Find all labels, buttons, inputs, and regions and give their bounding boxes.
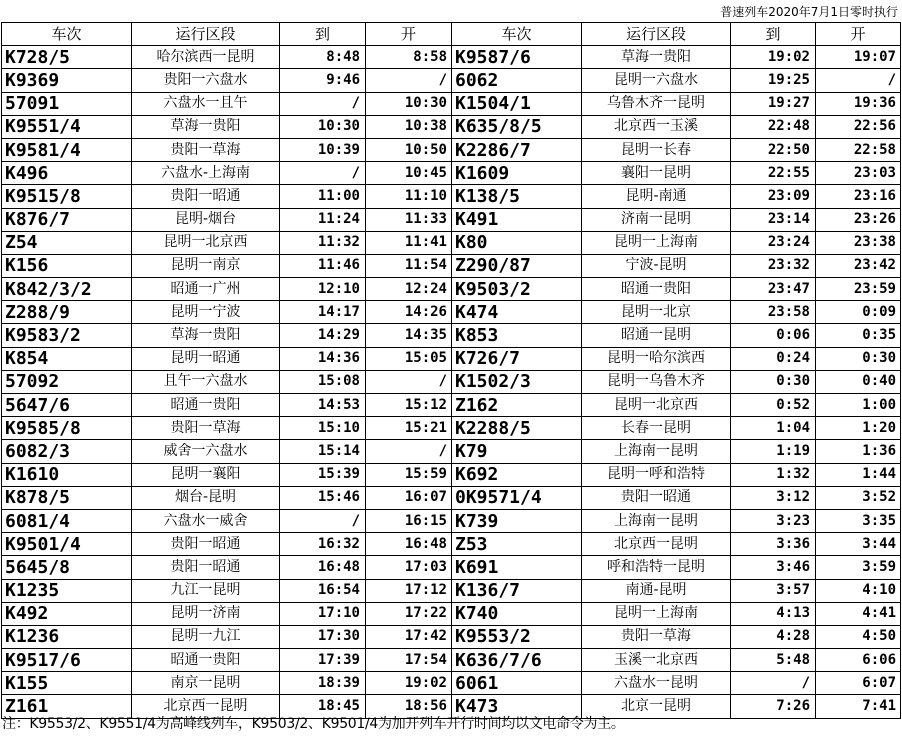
table-row (2, 301, 901, 324)
departure-time: 23:38 (816, 231, 901, 254)
footnote: 注：K9553/2、K9551/4为高峰线列车，K9503/2、K9501/4为加开列车开行时间均以文电命令为主。 (2, 716, 625, 732)
route-section: 上海南一昆明 (582, 440, 731, 463)
route-section: 南京一昆明 (132, 672, 280, 695)
arrival-time: 11:24 (280, 208, 366, 231)
train-number: 6061 (452, 672, 582, 695)
train-number: K740 (452, 602, 582, 625)
arrival-time: 14:36 (280, 347, 366, 370)
departure-time: 17:12 (366, 579, 452, 602)
header-row (2, 23, 901, 46)
table-row (2, 185, 901, 208)
arrival-time: 0:24 (731, 347, 816, 370)
departure-time: 23:26 (816, 208, 901, 231)
table-row (2, 486, 901, 509)
table-row (2, 115, 901, 138)
route-section: 南通-昆明 (582, 579, 731, 602)
route-section: 烟台-昆明 (132, 486, 280, 509)
departure-time: 0:35 (816, 324, 901, 347)
departure-time: 23:42 (816, 254, 901, 277)
train-number: K9587/6 (452, 46, 582, 69)
arrival-time: 22:55 (731, 162, 816, 185)
train-number: K156 (2, 254, 132, 277)
departure-time: 15:21 (366, 417, 452, 440)
arrival-time: 23:09 (731, 185, 816, 208)
route-section: 贵阳一昭通 (132, 185, 280, 208)
train-number: K2286/7 (452, 138, 582, 161)
departure-time: 4:41 (816, 602, 901, 625)
departure-time: 11:33 (366, 208, 452, 231)
arrival-time: 4:13 (731, 602, 816, 625)
table-row (2, 138, 901, 161)
departure-time: 19:07 (816, 46, 901, 69)
train-number: K9369 (2, 69, 132, 92)
departure-time: / (366, 440, 452, 463)
arrival-time: 23:24 (731, 231, 816, 254)
train-number: K1502/3 (452, 370, 582, 393)
train-number: 0K9571/4 (452, 486, 582, 509)
arrival-time: 3:12 (731, 486, 816, 509)
departure-time: 17:42 (366, 625, 452, 648)
table-row (2, 370, 901, 393)
arrival-time: 22:50 (731, 138, 816, 161)
arrival-time: 17:30 (280, 625, 366, 648)
route-section: 昆明一上海南 (582, 602, 731, 625)
departure-time: 1:44 (816, 463, 901, 486)
arrival-time: 15:10 (280, 417, 366, 440)
route-section: 贵阳一草海 (132, 138, 280, 161)
route-section: 草海一贵阳 (582, 46, 731, 69)
arrival-time: 11:46 (280, 254, 366, 277)
route-section: 哈尔滨西一昆明 (132, 46, 280, 69)
table-row (2, 69, 901, 92)
arrival-time: 16:54 (280, 579, 366, 602)
departure-time: 3:44 (816, 533, 901, 556)
arrival-time: 14:17 (280, 301, 366, 324)
departure-time: 7:41 (816, 695, 901, 718)
train-number: 6062 (452, 69, 582, 92)
departure-time: 6:07 (816, 672, 901, 695)
route-section: 昆明-南通 (582, 185, 731, 208)
arrival-time: 19:25 (731, 69, 816, 92)
route-section: 北京西一昆明 (132, 695, 280, 718)
arrival-time: 17:39 (280, 649, 366, 672)
arrival-time: 8:48 (280, 46, 366, 69)
timetable-body (2, 46, 901, 718)
train-number: K1610 (2, 463, 132, 486)
train-number: K80 (452, 231, 582, 254)
train-number: K854 (2, 347, 132, 370)
route-section: 贵阳一昭通 (132, 556, 280, 579)
header-arrive-left: 到 (280, 23, 366, 46)
arrival-time: / (280, 92, 366, 115)
arrival-time: 1:19 (731, 440, 816, 463)
departure-time: 3:35 (816, 509, 901, 532)
train-number: K739 (452, 509, 582, 532)
arrival-time: 23:32 (731, 254, 816, 277)
arrival-time: 10:39 (280, 138, 366, 161)
table-row (2, 347, 901, 370)
train-number: K473 (452, 695, 582, 718)
sheet-title: 普速列车2020年7月1日零时执行 (720, 5, 898, 19)
route-section: 昭通一广州 (132, 278, 280, 301)
arrival-time: 1:04 (731, 417, 816, 440)
arrival-time: 22:48 (731, 115, 816, 138)
route-section: 六盘水一昆明 (582, 672, 731, 695)
route-section: 贵阳一草海 (582, 625, 731, 648)
arrival-time: 0:30 (731, 370, 816, 393)
arrival-time: 16:32 (280, 533, 366, 556)
departure-time: 22:56 (816, 115, 901, 138)
route-section: 威舍一六盘水 (132, 440, 280, 463)
departure-time: 16:15 (366, 509, 452, 532)
train-number: 6081/4 (2, 509, 132, 532)
departure-time: / (816, 69, 901, 92)
arrival-time: 19:02 (731, 46, 816, 69)
arrival-time: 23:58 (731, 301, 816, 324)
route-section: 昭通一贵阳 (132, 394, 280, 417)
route-section: 贵阳一六盘水 (132, 69, 280, 92)
route-section: 六盘水一威舍 (132, 509, 280, 532)
train-number: 57092 (2, 370, 132, 393)
header-train-right: 车次 (452, 23, 582, 46)
train-number: K1235 (2, 579, 132, 602)
train-number: K1236 (2, 625, 132, 648)
train-number: K492 (2, 602, 132, 625)
arrival-time: 16:48 (280, 556, 366, 579)
arrival-time: / (280, 162, 366, 185)
arrival-time: 23:47 (731, 278, 816, 301)
arrival-time: 18:39 (280, 672, 366, 695)
departure-time: 1:20 (816, 417, 901, 440)
arrival-time: 18:45 (280, 695, 366, 718)
table-row (2, 208, 901, 231)
route-section: 草海一贵阳 (132, 324, 280, 347)
train-number: Z288/9 (2, 301, 132, 324)
train-number: K9553/2 (452, 625, 582, 648)
route-section: 贵阳一昭通 (582, 486, 731, 509)
table-row (2, 46, 901, 69)
route-section: 济南一昆明 (582, 208, 731, 231)
departure-time: 23:59 (816, 278, 901, 301)
route-section: 昆明一南京 (132, 254, 280, 277)
departure-time: 12:24 (366, 278, 452, 301)
route-section: 长春一昆明 (582, 417, 731, 440)
timetable-grid (1, 22, 901, 719)
train-number: K878/5 (2, 486, 132, 509)
departure-time: 10:30 (366, 92, 452, 115)
departure-time: 11:54 (366, 254, 452, 277)
route-section: 昭通一昆明 (582, 324, 731, 347)
arrival-time: 15:39 (280, 463, 366, 486)
departure-time: 16:07 (366, 486, 452, 509)
departure-time: 23:03 (816, 162, 901, 185)
route-section: 贵阳一草海 (132, 417, 280, 440)
departure-time: 19:02 (366, 672, 452, 695)
arrival-time: 15:46 (280, 486, 366, 509)
arrival-time: 11:32 (280, 231, 366, 254)
table-row (2, 440, 901, 463)
train-number: K474 (452, 301, 582, 324)
departure-time: 0:30 (816, 347, 901, 370)
table-row (2, 556, 901, 579)
train-number: K9501/4 (2, 533, 132, 556)
train-number: K692 (452, 463, 582, 486)
route-section: 乌鲁木齐一昆明 (582, 92, 731, 115)
route-section: 昆明一北京 (582, 301, 731, 324)
departure-time: 10:45 (366, 162, 452, 185)
header-route-left: 运行区段 (132, 23, 280, 46)
train-number: K9515/8 (2, 185, 132, 208)
table-row (2, 278, 901, 301)
table-row (2, 254, 901, 277)
train-number: K155 (2, 672, 132, 695)
arrival-time: 5:48 (731, 649, 816, 672)
train-number: K79 (452, 440, 582, 463)
route-section: 昆明一襄阳 (132, 463, 280, 486)
departure-time: 11:10 (366, 185, 452, 208)
route-section: 玉溪一北京西 (582, 649, 731, 672)
route-section: 昆明一哈尔滨西 (582, 347, 731, 370)
departure-time: 14:26 (366, 301, 452, 324)
route-section: 六盘水-上海南 (132, 162, 280, 185)
header-depart-right: 开 (816, 23, 901, 46)
arrival-time: 3:36 (731, 533, 816, 556)
route-section: 昆明一昭通 (132, 347, 280, 370)
departure-time: 10:50 (366, 138, 452, 161)
table-row (2, 625, 901, 648)
arrival-time: 10:30 (280, 115, 366, 138)
route-section: 昆明一北京西 (582, 394, 731, 417)
header-depart-left: 开 (366, 23, 452, 46)
departure-time: 14:35 (366, 324, 452, 347)
train-number: 6082/3 (2, 440, 132, 463)
train-number: K1609 (452, 162, 582, 185)
route-section: 贵阳一昭通 (132, 533, 280, 556)
train-number: K9503/2 (452, 278, 582, 301)
departure-time: 0:40 (816, 370, 901, 393)
arrival-time: 15:14 (280, 440, 366, 463)
route-section: 昆明一乌鲁木齐 (582, 370, 731, 393)
departure-time: 18:56 (366, 695, 452, 718)
route-section: 昆明一长春 (582, 138, 731, 161)
route-section: 襄阳一昆明 (582, 162, 731, 185)
departure-time: 15:59 (366, 463, 452, 486)
departure-time: 4:50 (816, 625, 901, 648)
departure-time: 23:16 (816, 185, 901, 208)
arrival-time: 14:29 (280, 324, 366, 347)
table-row (2, 602, 901, 625)
arrival-time: 4:28 (731, 625, 816, 648)
arrival-time: 11:00 (280, 185, 366, 208)
route-section: 北京西一昆明 (582, 533, 731, 556)
train-number: 57091 (2, 92, 132, 115)
route-section: 昆明一九江 (132, 625, 280, 648)
train-number: K635/8/5 (452, 115, 582, 138)
departure-time: 19:36 (816, 92, 901, 115)
route-section: 呼和浩特一昆明 (582, 556, 731, 579)
departure-time: 3:52 (816, 486, 901, 509)
route-section: 北京西一玉溪 (582, 115, 731, 138)
train-number: K853 (452, 324, 582, 347)
departure-time: 11:41 (366, 231, 452, 254)
departure-time: 17:54 (366, 649, 452, 672)
arrival-time: / (280, 509, 366, 532)
departure-time: 17:03 (366, 556, 452, 579)
arrival-time: 17:10 (280, 602, 366, 625)
arrival-time: 1:32 (731, 463, 816, 486)
route-section: 昆明一六盘水 (582, 69, 731, 92)
departure-time: / (366, 370, 452, 393)
arrival-time: / (731, 672, 816, 695)
train-number: K636/7/6 (452, 649, 582, 672)
table-row (2, 417, 901, 440)
departure-time: 3:59 (816, 556, 901, 579)
departure-time: / (366, 69, 452, 92)
arrival-time: 14:53 (280, 394, 366, 417)
route-section: 九江一昆明 (132, 579, 280, 602)
route-section: 昆明一上海南 (582, 231, 731, 254)
departure-time: 1:36 (816, 440, 901, 463)
train-number: K2288/5 (452, 417, 582, 440)
route-section: 昆明一济南 (132, 602, 280, 625)
train-number: K726/7 (452, 347, 582, 370)
arrival-time: 23:14 (731, 208, 816, 231)
table-row (2, 92, 901, 115)
train-number: Z54 (2, 231, 132, 254)
table-row (2, 463, 901, 486)
departure-time: 22:58 (816, 138, 901, 161)
train-number: K138/5 (452, 185, 582, 208)
train-number: K842/3/2 (2, 278, 132, 301)
table-row (2, 162, 901, 185)
departure-time: 16:48 (366, 533, 452, 556)
train-number: K9551/4 (2, 115, 132, 138)
arrival-time: 3:46 (731, 556, 816, 579)
departure-time: 15:05 (366, 347, 452, 370)
arrival-time: 12:10 (280, 278, 366, 301)
route-section: 昆明一呼和浩特 (582, 463, 731, 486)
arrival-time: 0:52 (731, 394, 816, 417)
departure-time: 8:58 (366, 46, 452, 69)
departure-time: 17:22 (366, 602, 452, 625)
route-section: 昭通一贵阳 (132, 649, 280, 672)
train-number: K876/7 (2, 208, 132, 231)
train-number: K1504/1 (452, 92, 582, 115)
train-number: K9517/6 (2, 649, 132, 672)
train-number: K9581/4 (2, 138, 132, 161)
route-section: 且午一六盘水 (132, 370, 280, 393)
train-number: K728/5 (2, 46, 132, 69)
departure-time: 4:10 (816, 579, 901, 602)
train-number: K9583/2 (2, 324, 132, 347)
arrival-time: 7:26 (731, 695, 816, 718)
train-number: K491 (452, 208, 582, 231)
route-section: 草海一贵阳 (132, 115, 280, 138)
table-row (2, 394, 901, 417)
route-section: 上海南一昆明 (582, 509, 731, 532)
route-section: 昆明-烟台 (132, 208, 280, 231)
arrival-time: 3:57 (731, 579, 816, 602)
table-row (2, 533, 901, 556)
departure-time: 1:00 (816, 394, 901, 417)
train-number: Z162 (452, 394, 582, 417)
table-row (2, 649, 901, 672)
arrival-time: 9:46 (280, 69, 366, 92)
train-number: 5645/8 (2, 556, 132, 579)
arrival-time: 0:06 (731, 324, 816, 347)
table-row (2, 324, 901, 347)
table-row (2, 509, 901, 532)
train-number: K496 (2, 162, 132, 185)
table-row (2, 672, 901, 695)
table-row (2, 231, 901, 254)
departure-time: 0:09 (816, 301, 901, 324)
train-number: Z161 (2, 695, 132, 718)
header-train-left: 车次 (2, 23, 132, 46)
train-number: K9585/8 (2, 417, 132, 440)
train-number: K136/7 (452, 579, 582, 602)
departure-time: 15:12 (366, 394, 452, 417)
route-section: 六盘水一且午 (132, 92, 280, 115)
train-number: 5647/6 (2, 394, 132, 417)
table-row (2, 579, 901, 602)
train-number: Z290/87 (452, 254, 582, 277)
train-number: Z53 (452, 533, 582, 556)
arrival-time: 3:23 (731, 509, 816, 532)
route-section: 昆明一北京西 (132, 231, 280, 254)
train-number: K691 (452, 556, 582, 579)
departure-time: 6:06 (816, 649, 901, 672)
header-arrive-right: 到 (731, 23, 816, 46)
arrival-time: 15:08 (280, 370, 366, 393)
departure-time: 10:38 (366, 115, 452, 138)
route-section: 昭通一贵阳 (582, 278, 731, 301)
route-section: 北京一昆明 (582, 695, 731, 718)
header-route-right: 运行区段 (582, 23, 731, 46)
route-section: 宁波-昆明 (582, 254, 731, 277)
route-section: 昆明一宁波 (132, 301, 280, 324)
arrival-time: 19:27 (731, 92, 816, 115)
